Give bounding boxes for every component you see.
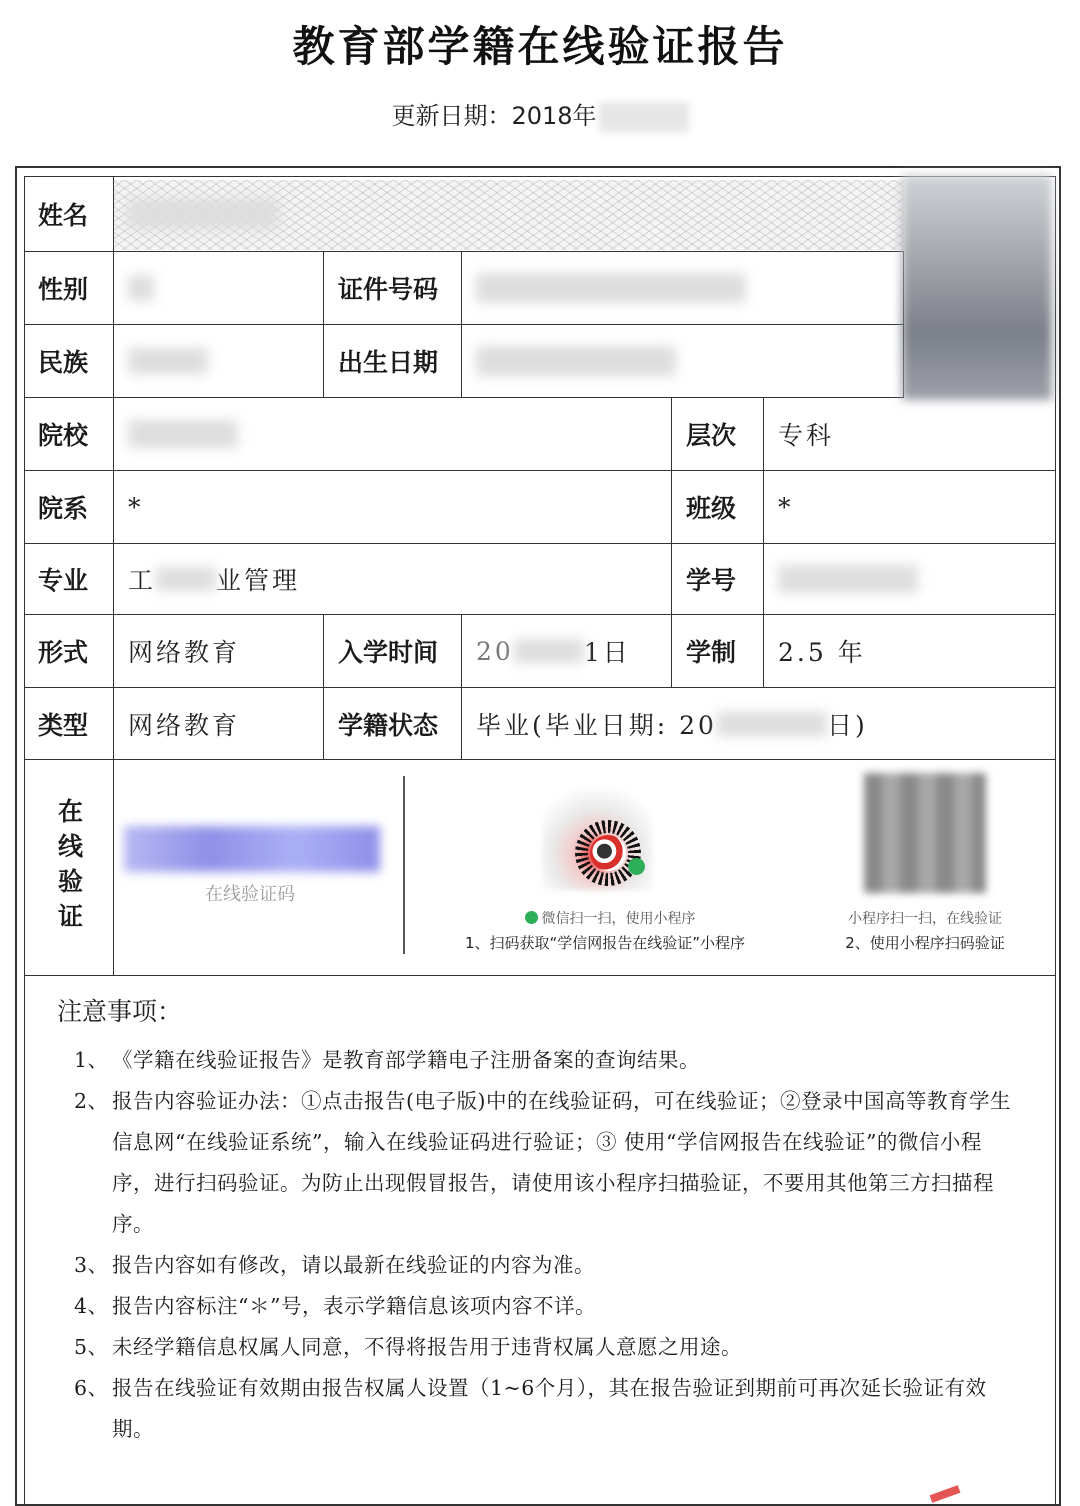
status-value-cell xyxy=(462,688,1056,760)
type-value-cell xyxy=(114,688,324,760)
note-number: 6、 xyxy=(74,1376,109,1400)
mode-value-cell xyxy=(114,615,324,688)
level-value-cell xyxy=(764,398,1056,471)
note-item xyxy=(57,1286,1017,1327)
level-label: 层次 xyxy=(686,421,737,450)
name-label-cell xyxy=(24,176,114,252)
qr1-hint xyxy=(470,908,750,928)
status-label-cell xyxy=(324,688,462,760)
qr2-caption: 2、使用小程序扫码验证 xyxy=(845,934,1005,952)
note-number: 5、 xyxy=(74,1335,109,1359)
department-label-cell xyxy=(24,471,114,544)
type-value: 网络教育 xyxy=(128,710,241,740)
note-number: 2、 xyxy=(74,1089,109,1113)
redaction-mask xyxy=(128,348,208,374)
gender-label-cell xyxy=(24,252,114,325)
redaction-mask xyxy=(778,565,918,593)
department-label: 院系 xyxy=(38,494,89,523)
note-text: 报告在线验证有效期由报告权属人设置（1~6个月），其在报告验证到期前可再次延长验证有效期。 xyxy=(112,1376,987,1441)
note-number: 4、 xyxy=(74,1294,109,1318)
duration-label: 学制 xyxy=(686,638,737,667)
redaction-mask xyxy=(514,639,584,663)
xuexin-logo-icon xyxy=(590,835,626,871)
birth-value-cell xyxy=(462,325,904,398)
wechat-miniprogram-icon xyxy=(628,858,645,875)
mode-label-cell xyxy=(24,615,114,688)
class-label-cell xyxy=(672,471,764,544)
verify-divider xyxy=(403,776,405,954)
note-number: 3、 xyxy=(74,1253,109,1277)
school-label-cell xyxy=(24,398,114,471)
name-value-cell xyxy=(114,176,904,252)
note-text: 报告内容如有修改，请以最新在线验证的内容为准。 xyxy=(112,1253,595,1277)
note-text: 未经学籍信息权属人同意，不得将报告用于违背权属人意愿之用途。 xyxy=(112,1335,742,1359)
mode-label: 形式 xyxy=(38,638,89,667)
redaction-mask xyxy=(128,199,278,229)
duration-label-cell xyxy=(672,615,764,688)
note-item xyxy=(57,1040,1017,1081)
notes-section xyxy=(57,992,1017,1450)
class-value-cell xyxy=(764,471,1056,544)
student-id-value-cell xyxy=(764,544,1056,615)
status-value-end: 日) xyxy=(826,710,868,740)
update-date-label: 更新日期： xyxy=(391,102,512,130)
major-value-cell xyxy=(114,544,672,615)
redaction-mask xyxy=(128,275,154,301)
note-text: 报告内容验证办法：①点击报告(电子版)中的在线验证码，可在线验证；②登录中国高等教育学生信息网“在线验证系统”，输入在线验证码进行验证；③ 使用“学信网报告在线验证”的微信小程序，进行扫码验证。为防止出现假冒报告，请使用该小程序扫描验证，不要用其他第三方扫描程序。 xyxy=(112,1089,1011,1236)
redaction-mask xyxy=(156,567,216,591)
birth-date-label: 出生日期 xyxy=(338,348,439,377)
notes-heading: 注意事项： xyxy=(57,997,183,1026)
update-date-value: 2018年 xyxy=(511,102,597,130)
redaction-mask xyxy=(128,420,238,448)
ethnicity-label-cell xyxy=(24,325,114,398)
note-text: 《学籍在线验证报告》是教育部学籍电子注册备案的查询结果。 xyxy=(112,1048,700,1072)
duration-value: 2.5 年 xyxy=(778,638,866,667)
student-id-label-cell xyxy=(672,544,764,615)
report-title: 教育部学籍在线验证报告 xyxy=(292,22,788,71)
update-date xyxy=(0,96,1080,132)
class-value: * xyxy=(778,492,794,522)
student-id-label: 学号 xyxy=(686,566,737,595)
enroll-date-end: 1日 xyxy=(583,638,631,667)
gender-value-cell xyxy=(114,252,324,325)
note-item xyxy=(57,1081,1017,1245)
student-photo xyxy=(902,175,1052,400)
enroll-date-start: 20 xyxy=(476,636,514,666)
ethnicity-value-cell xyxy=(114,325,324,398)
level-label-cell xyxy=(672,398,764,471)
major-label-cell xyxy=(24,544,114,615)
qr1-caption: 1、扫码获取“学信网报告在线验证”小程序 xyxy=(464,934,746,952)
id-label-cell xyxy=(324,252,462,325)
enroll-label-cell xyxy=(324,615,462,688)
verify-label-cell xyxy=(24,760,114,976)
qr1-hint-text: 微信扫一扫，使用小程序 xyxy=(541,911,696,927)
name-label: 姓名 xyxy=(38,200,89,230)
mode-value: 网络教育 xyxy=(128,638,241,667)
note-item xyxy=(57,1368,1017,1450)
department-value-cell xyxy=(114,471,672,544)
type-label: 类型 xyxy=(38,710,89,740)
id-value-cell xyxy=(462,252,904,325)
id-number-label: 证件号码 xyxy=(338,275,439,304)
redaction-mask xyxy=(599,102,689,132)
note-text: 报告内容标注“＊”号，表示学籍信息该项内容不详。 xyxy=(112,1294,596,1318)
note-item xyxy=(57,1245,1017,1286)
verify-label: 在线验证 xyxy=(54,797,84,938)
note-number: 1、 xyxy=(74,1048,109,1072)
status-label: 学籍状态 xyxy=(338,710,439,740)
major-label: 专业 xyxy=(38,566,89,595)
verification-code-label: 在线验证码 xyxy=(205,884,295,905)
redaction-mask xyxy=(476,273,746,303)
duration-value-cell xyxy=(764,615,1056,688)
status-value-start: 毕业(毕业日期: 20 xyxy=(476,710,717,740)
enroll-date-label: 入学时间 xyxy=(338,638,439,667)
note-item xyxy=(57,1327,1017,1368)
ethnicity-label: 民族 xyxy=(38,348,89,377)
redaction-mask xyxy=(476,346,676,376)
level-value: 专科 xyxy=(778,421,835,450)
major-value-start: 工 xyxy=(128,566,157,595)
school-value-cell xyxy=(114,398,672,471)
wechat-icon xyxy=(525,911,538,924)
enroll-value-cell xyxy=(462,615,672,688)
qr2-hint: 小程序扫一扫，在线验证 xyxy=(848,911,1002,927)
type-label-cell xyxy=(24,688,114,760)
gender-label: 性别 xyxy=(38,275,89,304)
class-label: 班级 xyxy=(686,494,737,523)
redaction-mask xyxy=(717,712,827,736)
school-label: 院校 xyxy=(38,421,89,450)
major-value-end: 业管理 xyxy=(216,566,301,595)
verification-code-link[interactable] xyxy=(124,826,380,872)
department-value: * xyxy=(128,492,144,522)
verification-qr-code xyxy=(864,773,986,893)
birth-label-cell xyxy=(324,325,462,398)
